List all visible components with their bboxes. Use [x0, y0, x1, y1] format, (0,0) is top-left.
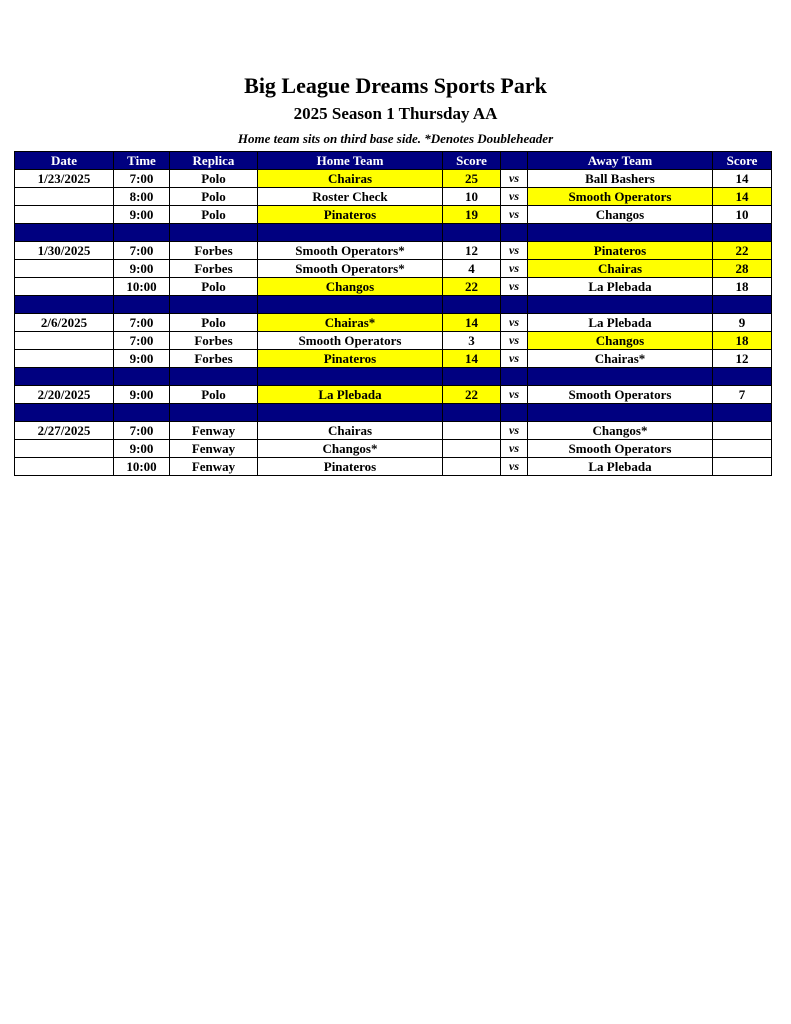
away-team-cell: La Plebada	[528, 458, 713, 476]
separator-row	[15, 296, 772, 314]
game-row	[15, 458, 772, 476]
game-row	[15, 386, 772, 404]
page-title: Big League Dreams Sports Park	[244, 73, 547, 98]
time-cell: 7:00	[114, 422, 170, 440]
date-cell	[15, 188, 114, 206]
schedule-note: Home team sits on third base side. *Denotes Doubleheader	[237, 131, 554, 146]
separator-cell	[15, 296, 114, 314]
away-team-cell: Pinateros	[528, 242, 713, 260]
time-cell: 10:00	[114, 458, 170, 476]
home-score-cell: 25	[443, 170, 501, 188]
away-team-cell: Chairas*	[528, 350, 713, 368]
schedule-rows	[15, 170, 772, 476]
home-team-cell: Changos	[258, 278, 443, 296]
date-cell: 1/23/2025	[15, 170, 114, 188]
time-cell: 7:00	[114, 170, 170, 188]
date-cell	[15, 458, 114, 476]
away-score-cell: 18	[713, 278, 772, 296]
date-cell	[15, 278, 114, 296]
schedule-table	[14, 151, 772, 476]
time-cell: 8:00	[114, 188, 170, 206]
home-score-cell: 22	[443, 386, 501, 404]
separator-cell	[713, 368, 772, 386]
time-cell: 9:00	[114, 206, 170, 224]
away-team-cell: Chairas	[528, 260, 713, 278]
replica-cell: Polo	[170, 278, 258, 296]
separator-cell	[15, 368, 114, 386]
home-team-cell: Smooth Operators*	[258, 260, 443, 278]
replica-cell: Forbes	[170, 260, 258, 278]
vs-label: vs	[501, 242, 528, 260]
game-row	[15, 242, 772, 260]
separator-cell	[528, 296, 713, 314]
vs-label: vs	[501, 170, 528, 188]
separator-cell	[170, 224, 258, 242]
vs-label: vs	[501, 188, 528, 206]
separator-cell	[258, 368, 443, 386]
away-team-cell: Changos	[528, 206, 713, 224]
game-row	[15, 188, 772, 206]
replica-cell: Forbes	[170, 332, 258, 350]
away-score-cell: 7	[713, 386, 772, 404]
replica-cell: Polo	[170, 188, 258, 206]
home-score-cell: 10	[443, 188, 501, 206]
vs-label: vs	[501, 440, 528, 458]
home-team-cell: Pinateros	[258, 350, 443, 368]
game-row	[15, 422, 772, 440]
date-cell	[15, 350, 114, 368]
home-team-cell: Changos*	[258, 440, 443, 458]
time-cell: 9:00	[114, 440, 170, 458]
game-row	[15, 260, 772, 278]
separator-cell	[114, 404, 170, 422]
home-team-cell: Chairas*	[258, 314, 443, 332]
separator-cell	[258, 404, 443, 422]
away-score-cell	[713, 422, 772, 440]
game-row	[15, 278, 772, 296]
home-team-cell: Smooth Operators*	[258, 242, 443, 260]
date-cell	[15, 440, 114, 458]
separator-cell	[501, 368, 528, 386]
separator-cell	[170, 404, 258, 422]
separator-row	[15, 368, 772, 386]
header-away-score: Score	[713, 152, 772, 170]
date-cell	[15, 206, 114, 224]
separator-cell	[528, 368, 713, 386]
time-cell: 7:00	[114, 314, 170, 332]
home-score-cell: 3	[443, 332, 501, 350]
home-score-cell: 4	[443, 260, 501, 278]
separator-row	[15, 404, 772, 422]
time-cell: 9:00	[114, 350, 170, 368]
header-away-team: Away Team	[528, 152, 713, 170]
time-cell: 7:00	[114, 332, 170, 350]
vs-label: vs	[501, 458, 528, 476]
separator-cell	[170, 296, 258, 314]
separator-cell	[713, 404, 772, 422]
vs-label: vs	[501, 278, 528, 296]
replica-cell: Polo	[170, 314, 258, 332]
separator-row	[15, 224, 772, 242]
date-cell: 2/27/2025	[15, 422, 114, 440]
separator-cell	[443, 368, 501, 386]
replica-cell: Forbes	[170, 350, 258, 368]
separator-cell	[443, 404, 501, 422]
game-row	[15, 350, 772, 368]
separator-cell	[443, 296, 501, 314]
separator-cell	[114, 296, 170, 314]
home-score-cell	[443, 440, 501, 458]
vs-label: vs	[501, 206, 528, 224]
vs-label: vs	[501, 314, 528, 332]
away-team-cell: Smooth Operators	[528, 188, 713, 206]
separator-cell	[501, 404, 528, 422]
home-score-cell: 14	[443, 350, 501, 368]
away-score-cell: 12	[713, 350, 772, 368]
away-score-cell: 22	[713, 242, 772, 260]
game-row	[15, 170, 772, 188]
home-team-cell: Smooth Operators	[258, 332, 443, 350]
separator-cell	[528, 404, 713, 422]
separator-cell	[501, 296, 528, 314]
time-cell: 7:00	[114, 242, 170, 260]
home-team-cell: Chairas	[258, 422, 443, 440]
header-date: Date	[15, 152, 114, 170]
away-team-cell: Smooth Operators	[528, 440, 713, 458]
home-score-cell: 12	[443, 242, 501, 260]
game-row	[15, 314, 772, 332]
away-score-cell: 14	[713, 188, 772, 206]
home-team-cell: Chairas	[258, 170, 443, 188]
away-team-cell: La Plebada	[528, 314, 713, 332]
replica-cell: Polo	[170, 206, 258, 224]
separator-cell	[170, 368, 258, 386]
vs-label: vs	[501, 386, 528, 404]
date-cell: 1/30/2025	[15, 242, 114, 260]
away-score-cell: 14	[713, 170, 772, 188]
away-score-cell: 10	[713, 206, 772, 224]
home-score-cell: 14	[443, 314, 501, 332]
header-vs	[501, 152, 528, 170]
away-team-cell: Changos	[528, 332, 713, 350]
separator-cell	[114, 368, 170, 386]
time-cell: 9:00	[114, 260, 170, 278]
date-cell: 2/6/2025	[15, 314, 114, 332]
header-row	[15, 152, 772, 170]
separator-cell	[501, 224, 528, 242]
header-home-team: Home Team	[258, 152, 443, 170]
separator-cell	[15, 224, 114, 242]
replica-cell: Fenway	[170, 422, 258, 440]
separator-cell	[258, 296, 443, 314]
header-home-score: Score	[443, 152, 501, 170]
replica-cell: Fenway	[170, 440, 258, 458]
home-team-cell: Pinateros	[258, 206, 443, 224]
game-row	[15, 332, 772, 350]
game-row	[15, 206, 772, 224]
time-cell: 9:00	[114, 386, 170, 404]
home-score-cell: 19	[443, 206, 501, 224]
home-score-cell: 22	[443, 278, 501, 296]
page-subtitle: 2025 Season 1 Thursday AA	[293, 104, 498, 123]
separator-cell	[258, 224, 443, 242]
replica-cell: Polo	[170, 386, 258, 404]
separator-cell	[713, 224, 772, 242]
away-team-cell: La Plebada	[528, 278, 713, 296]
home-score-cell	[443, 422, 501, 440]
away-score-cell: 28	[713, 260, 772, 278]
date-cell	[15, 332, 114, 350]
separator-cell	[114, 224, 170, 242]
replica-cell: Polo	[170, 170, 258, 188]
away-score-cell: 18	[713, 332, 772, 350]
away-score-cell	[713, 458, 772, 476]
away-team-cell: Smooth Operators	[528, 386, 713, 404]
vs-label: vs	[501, 260, 528, 278]
home-score-cell	[443, 458, 501, 476]
away-team-cell: Changos*	[528, 422, 713, 440]
away-team-cell: Ball Bashers	[528, 170, 713, 188]
vs-label: vs	[501, 350, 528, 368]
replica-cell: Fenway	[170, 458, 258, 476]
away-score-cell: 9	[713, 314, 772, 332]
replica-cell: Forbes	[170, 242, 258, 260]
vs-label: vs	[501, 422, 528, 440]
date-cell	[15, 260, 114, 278]
home-team-cell: Pinateros	[258, 458, 443, 476]
separator-cell	[528, 224, 713, 242]
separator-cell	[443, 224, 501, 242]
header-replica: Replica	[170, 152, 258, 170]
home-team-cell: Roster Check	[258, 188, 443, 206]
game-row	[15, 440, 772, 458]
separator-cell	[15, 404, 114, 422]
header-time: Time	[114, 152, 170, 170]
home-team-cell: La Plebada	[258, 386, 443, 404]
time-cell: 10:00	[114, 278, 170, 296]
away-score-cell	[713, 440, 772, 458]
date-cell: 2/20/2025	[15, 386, 114, 404]
vs-label: vs	[501, 332, 528, 350]
separator-cell	[713, 296, 772, 314]
